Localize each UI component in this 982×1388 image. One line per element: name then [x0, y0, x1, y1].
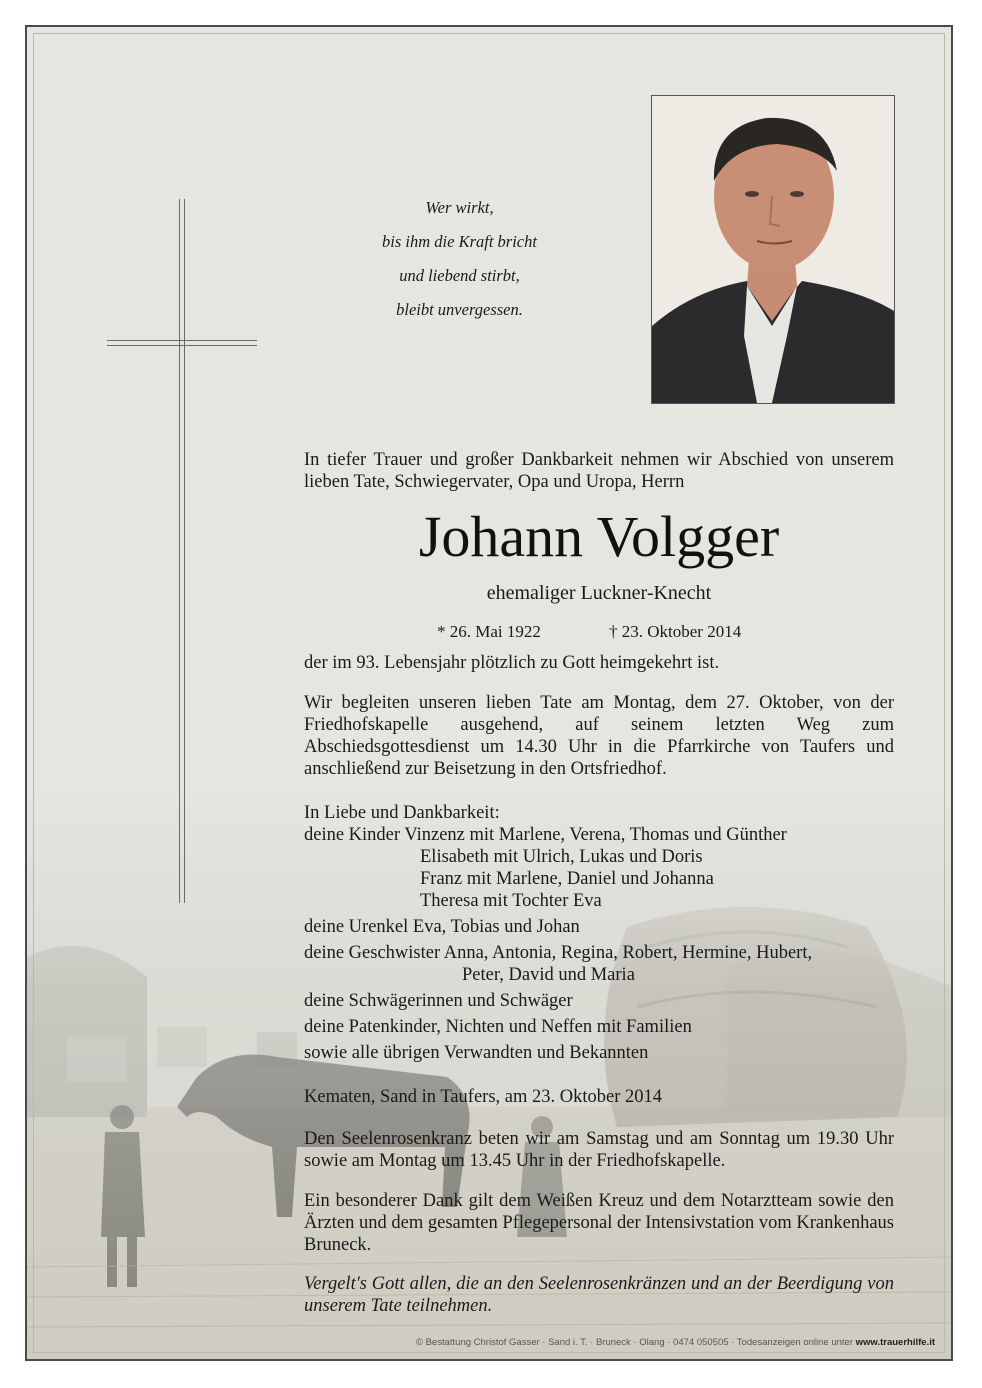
birth-date: * 26. Mai 1922	[437, 622, 541, 641]
place-date: Kematen, Sand in Taufers, am 23. Oktober 2014	[304, 1087, 663, 1107]
in-laws-line: deine Schwägerinnen und Schwäger	[304, 991, 573, 1011]
intro-text: In tiefer Trauer und großer Dankbarkeit nehmen wir Abschied von unserem lieben Tate, Schwiegervater, Opa und Uropa, Herrn	[304, 450, 894, 492]
poem-line: Wer wirkt,	[425, 198, 494, 217]
age-text: der im 93. Lebensjahr plötzlich zu Gott heimgekehrt ist.	[304, 653, 720, 673]
poem-line: bleibt unvergessen.	[396, 300, 523, 319]
footer-text: © Bestattung Christof Gasser · Sand i. T. · Bruneck · Olang · 0474 050505 · Todesanzeigen online unter	[415, 1337, 853, 1348]
children-line: Franz mit Marlene, Daniel und Johanna	[420, 869, 714, 889]
mourners-list	[304, 802, 894, 1064]
mourners-heading: In Liebe und Dankbarkeit:	[304, 803, 500, 823]
siblings-line: deine Geschwister Anna, Antonia, Regina, Robert, Hermine, Hubert,	[304, 943, 813, 963]
children-line: deine Kinder Vinzenz mit Marlene, Verena, Thomas und Günther	[304, 825, 787, 845]
deceased-name: Johann Volgger	[418, 504, 780, 569]
poem-line: bis ihm die Kraft bricht	[382, 232, 537, 251]
relatives-line: sowie alle übrigen Verwandten und Bekannten	[304, 1043, 649, 1063]
footer	[27, 1337, 935, 1348]
godchildren-line: deine Patenkinder, Nichten und Neffen mit Familien	[304, 1017, 692, 1037]
footer-link[interactable]: www.trauerhilfe.it	[855, 1337, 935, 1348]
funeral-text: Wir begleiten unseren lieben Tate am Montag, dem 27. Oktober, von der Friedhofskapelle ausgehend, auf seinem letzten Weg zum Abschiedsgottesdienst um 14.30 Uhr in die Pfarrkirche von Taufers und anschließend zur Beisetzung in den Ortsfriedhof.	[304, 693, 894, 779]
children-line: Elisabeth mit Ulrich, Lukas und Doris	[420, 847, 703, 867]
death-date: † 23. Oktober 2014	[609, 622, 742, 641]
great-grandchildren-line: deine Urenkel Eva, Tobias und Johan	[304, 917, 580, 937]
poem-line: und liebend stirbt,	[399, 266, 520, 285]
portrait-photo	[651, 95, 895, 404]
siblings-line: Peter, David und Maria	[462, 965, 635, 985]
thanks-text: Ein besonderer Dank gilt dem Weißen Kreuz und dem Notarztteam sowie den Ärzten und dem gesamten Pflegepersonal der Intensivstation vom Krankenhaus Bruneck.	[304, 1191, 894, 1255]
children-line: Theresa mit Tochter Eva	[420, 891, 602, 911]
cross-horizontal-beam	[107, 340, 257, 346]
deceased-title: ehemaliger Luckner-Knecht	[486, 582, 712, 604]
closing-text: Vergelt's Gott allen, die an den Seelenrosenkränzen und an der Beerdigung von unserem Tate teilnehmen.	[304, 1274, 894, 1316]
cross-vertical-beam	[179, 199, 185, 903]
rosary-text: Den Seelenrosenkranz beten wir am Samstag und am Sonntag um 19.30 Uhr sowie am Montag um 13.45 Uhr in der Friedhofskapelle.	[304, 1129, 894, 1171]
poem	[327, 191, 592, 327]
obituary-card	[25, 25, 953, 1361]
